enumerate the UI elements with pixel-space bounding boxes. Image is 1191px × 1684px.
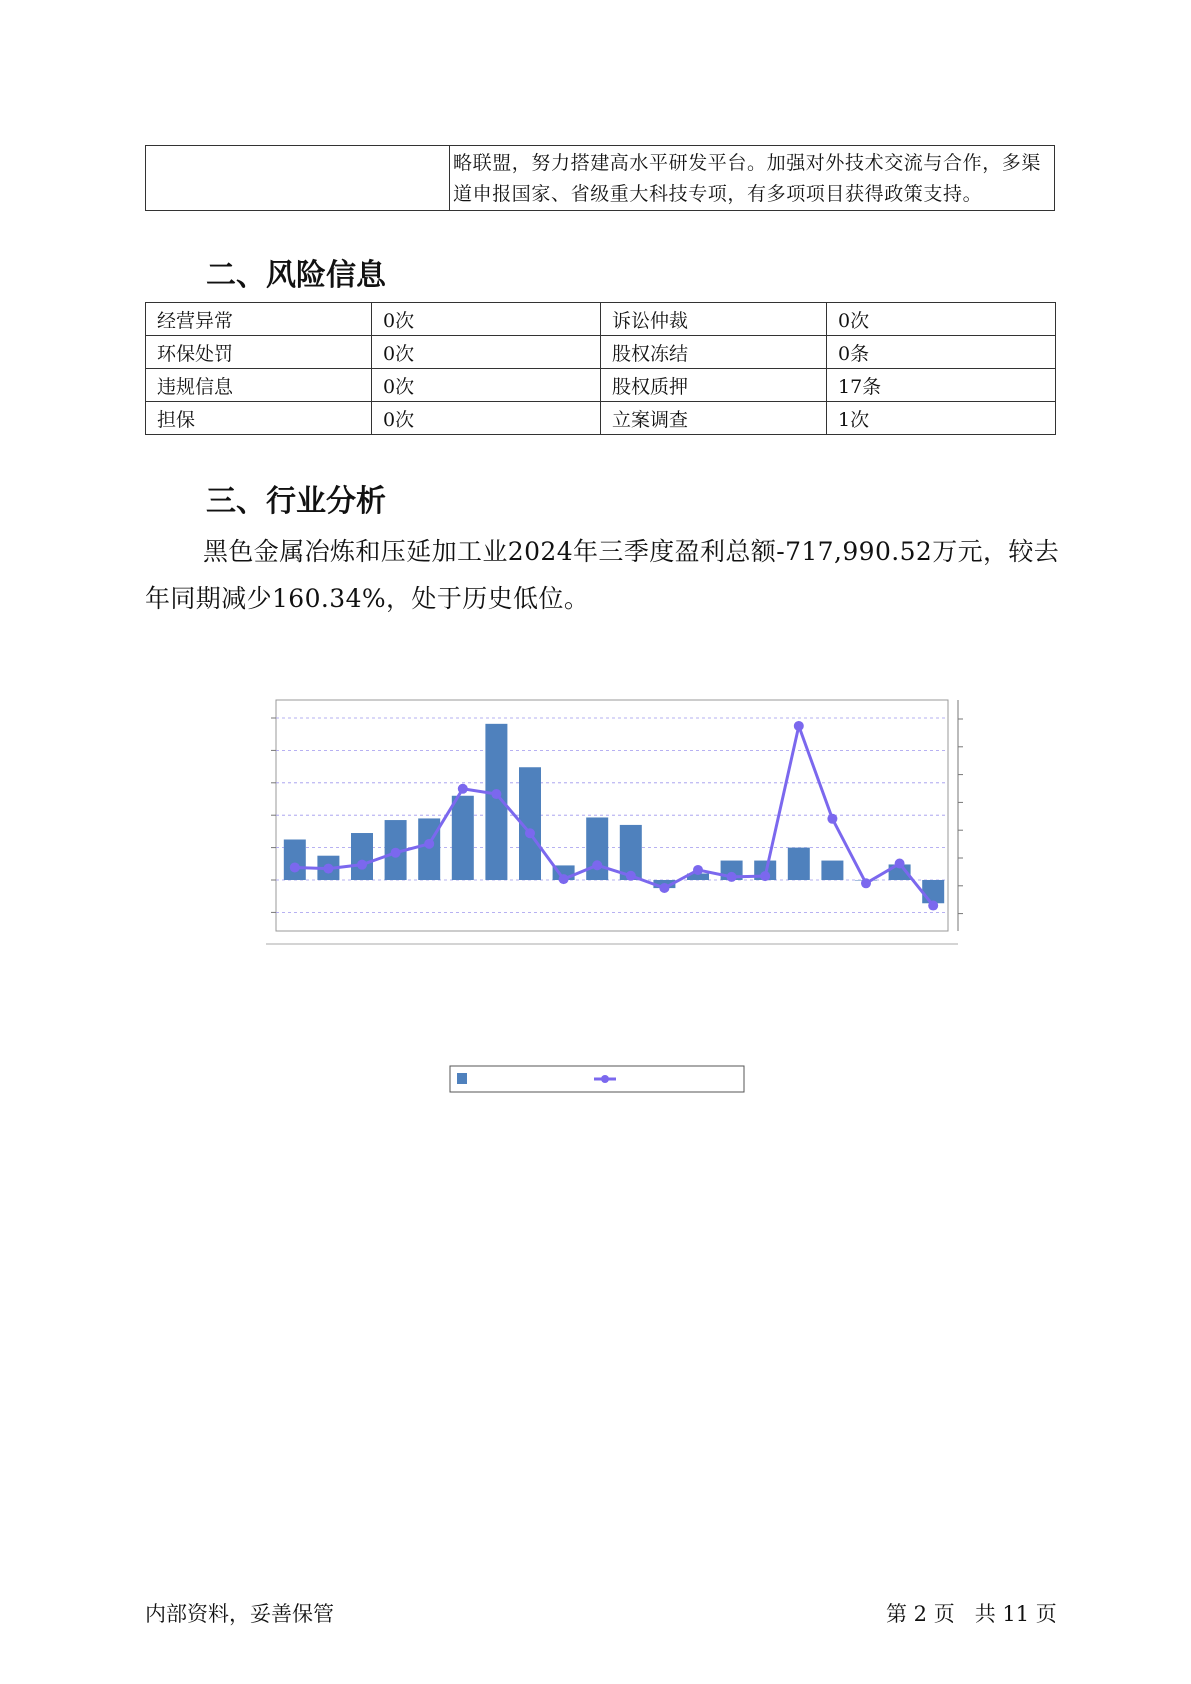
continued-table bbox=[145, 145, 1055, 211]
risk-value: 1次 bbox=[827, 402, 1056, 435]
growth-point bbox=[928, 901, 938, 911]
growth-point bbox=[391, 848, 401, 858]
risk-value: 17条 bbox=[827, 369, 1056, 402]
growth-point bbox=[794, 721, 804, 731]
risk-label: 股权冻结 bbox=[601, 336, 827, 369]
growth-point bbox=[727, 872, 737, 882]
risk-row bbox=[146, 336, 1056, 369]
risk-value: 0次 bbox=[827, 303, 1056, 336]
risk-row bbox=[146, 303, 1056, 336]
bar bbox=[284, 840, 306, 881]
risk-row bbox=[146, 402, 1056, 435]
risk-value: 0条 bbox=[827, 336, 1056, 369]
risk-value: 0次 bbox=[372, 369, 601, 402]
risk-label: 股权质押 bbox=[601, 369, 827, 402]
bar bbox=[452, 796, 474, 880]
growth-point bbox=[290, 862, 300, 872]
risk-row bbox=[146, 369, 1056, 402]
bar bbox=[788, 848, 810, 880]
risk-section-title: 二、风险信息 bbox=[206, 258, 386, 293]
bar bbox=[418, 818, 440, 880]
risk-label: 违规信息 bbox=[146, 369, 372, 402]
footer-page-number: 第 2 页 共 11 页 bbox=[886, 1602, 1057, 1626]
continued-line-1: 略联盟，努力搭建高水平研发平台。加强对外技术交流与合作，多渠 bbox=[453, 152, 1042, 174]
growth-point bbox=[659, 883, 669, 893]
growth-point bbox=[525, 828, 535, 838]
growth-point bbox=[458, 784, 468, 794]
risk-label: 诉讼仲裁 bbox=[601, 303, 827, 336]
growth-point bbox=[861, 878, 871, 888]
growth-point bbox=[827, 814, 837, 824]
net-profit-chart bbox=[180, 648, 970, 1103]
growth-point bbox=[693, 865, 703, 875]
growth-point bbox=[626, 871, 636, 881]
growth-point bbox=[760, 871, 770, 881]
continued-line-2: 道申报国家、省级重大科技专项，有多项项目获得政策支持。 bbox=[453, 183, 983, 205]
risk-value: 0次 bbox=[372, 303, 601, 336]
growth-point bbox=[559, 874, 569, 884]
continued-text-cell bbox=[450, 146, 1055, 211]
legend-bar-swatch bbox=[457, 1073, 467, 1084]
risk-value: 0次 bbox=[372, 402, 601, 435]
growth-point bbox=[424, 839, 434, 849]
bar bbox=[821, 861, 843, 880]
footer-confidential: 内部资料，妥善保管 bbox=[145, 1602, 334, 1626]
growth-point bbox=[895, 859, 905, 869]
risk-label: 经营异常 bbox=[146, 303, 372, 336]
risk-label: 立案调查 bbox=[601, 402, 827, 435]
growth-point bbox=[592, 860, 602, 870]
continued-empty-cell bbox=[146, 146, 450, 211]
bar bbox=[586, 817, 608, 880]
growth-point bbox=[357, 860, 367, 870]
risk-value: 0次 bbox=[372, 336, 601, 369]
industry-paragraph: 黑色金属冶炼和压延加工业2024年三季度盈利总额-717,990.52万元，较去年同期减少160.34%，处于历史低位。 bbox=[145, 537, 1060, 613]
risk-label: 环保处罚 bbox=[146, 336, 372, 369]
risk-table bbox=[145, 302, 1056, 435]
industry-section-title: 三、行业分析 bbox=[206, 484, 386, 519]
growth-point bbox=[491, 789, 501, 799]
risk-label: 担保 bbox=[146, 402, 372, 435]
bar bbox=[922, 880, 944, 903]
bar bbox=[351, 833, 373, 880]
legend-line-marker bbox=[601, 1075, 609, 1083]
growth-point bbox=[323, 864, 333, 874]
